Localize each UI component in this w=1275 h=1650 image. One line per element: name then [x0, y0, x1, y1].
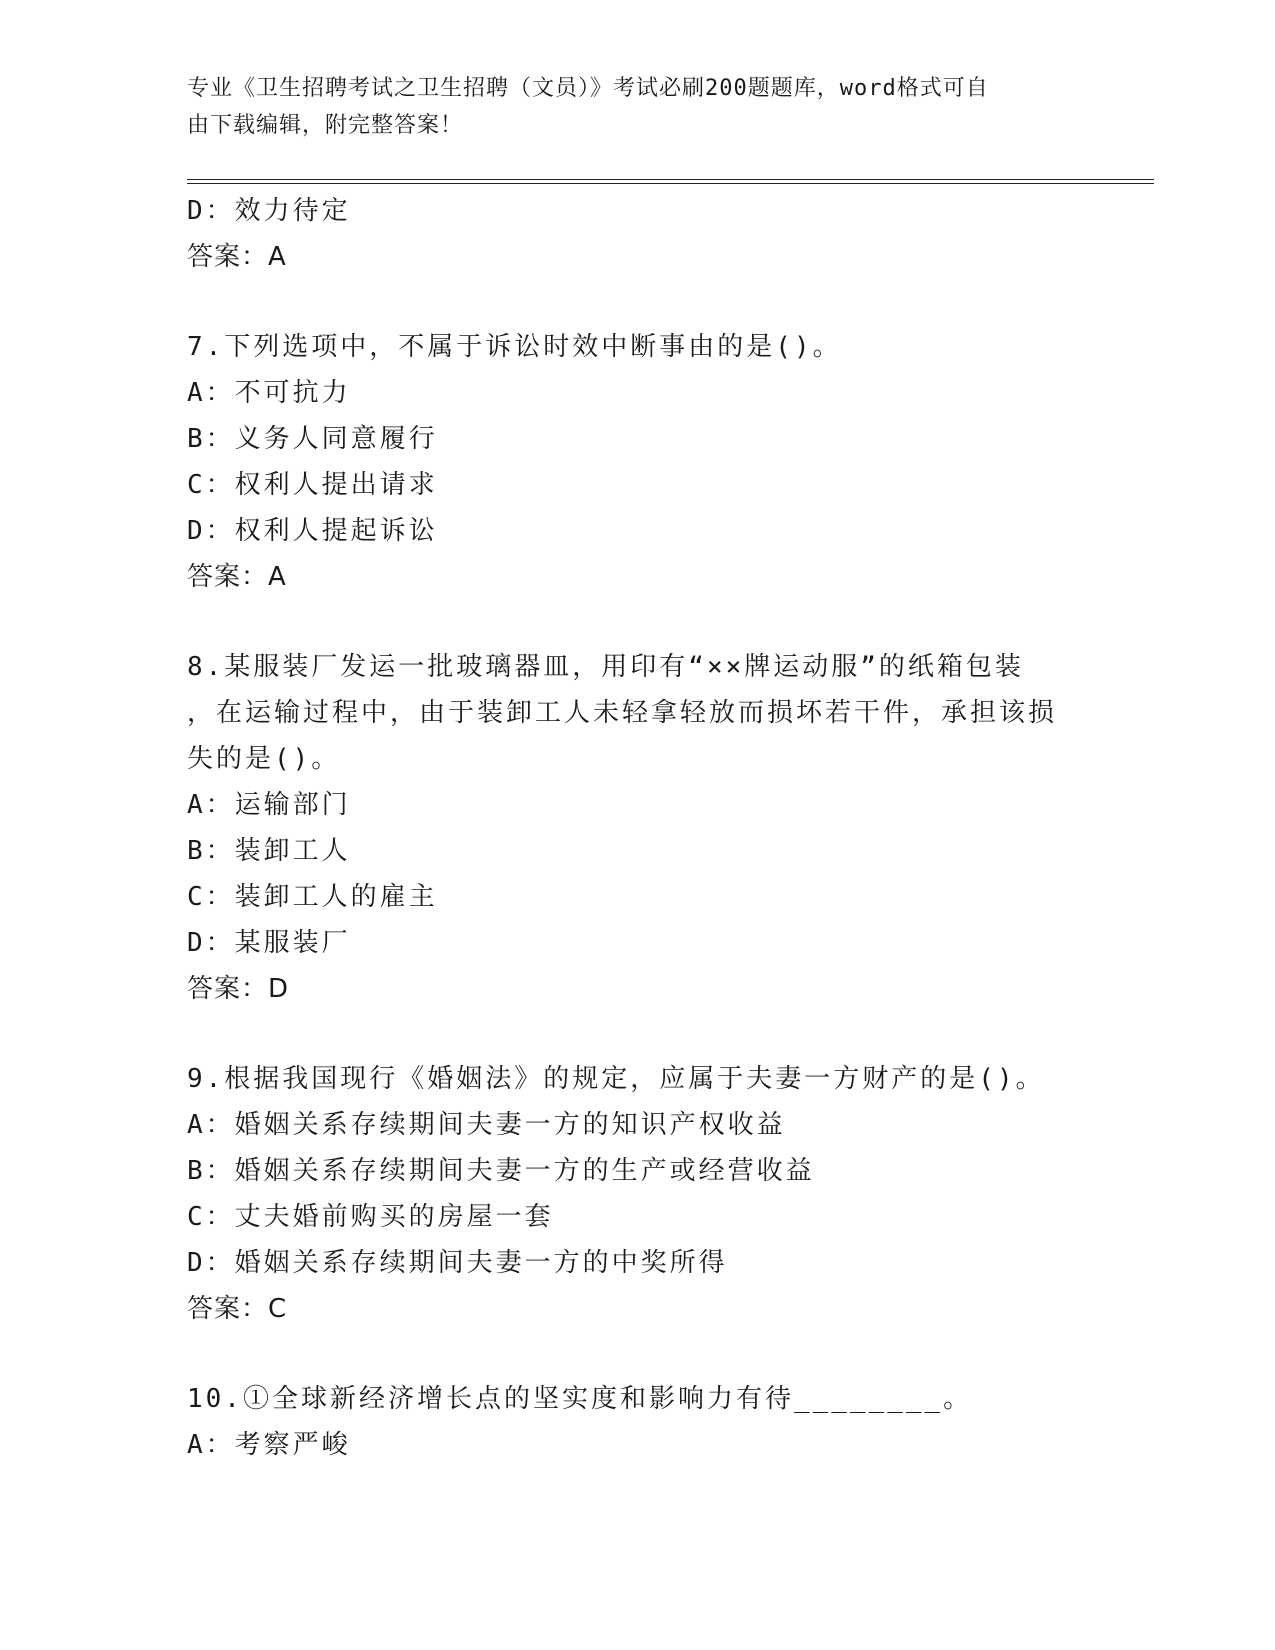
- header-line-1: 专业《卫生招聘考试之卫生招聘（文员）》考试必刷200题题库，word格式可自: [187, 76, 989, 101]
- answer-line: 答案：D: [187, 974, 290, 1004]
- option-a: A：不可抗力: [187, 378, 351, 408]
- question-text-cont: 失的是()。: [187, 744, 341, 774]
- option-d: D：效力待定: [187, 196, 351, 226]
- option-a: A：运输部门: [187, 790, 351, 820]
- question-block: [187, 1056, 1067, 1332]
- header-line-2: 由下载编辑，附完整答案！: [187, 113, 464, 138]
- option-b: B：义务人同意履行: [187, 424, 438, 454]
- header-divider-bottom: [187, 183, 1154, 184]
- question-block: [187, 188, 1067, 280]
- header-divider-top: [187, 179, 1154, 180]
- option-b: B：装卸工人: [187, 836, 351, 866]
- question-block: [187, 1376, 1067, 1468]
- answer-line: 答案：C: [187, 1294, 288, 1324]
- option-a: A：考察严峻: [187, 1430, 351, 1460]
- option-c: C：装卸工人的雇主: [187, 882, 438, 912]
- question-text: 9.根据我国现行《婚姻法》的规定，应属于夫妻一方财产的是()。: [187, 1064, 1045, 1094]
- option-d: D：权利人提起诉讼: [187, 516, 438, 546]
- question-text: 8.某服装厂发运一批玻璃器皿，用印有“××牌运动服”的纸箱包装: [187, 652, 1024, 682]
- option-b: B：婚姻关系存续期间夫妻一方的生产或经营收益: [187, 1156, 815, 1186]
- question-text: 10.①全球新经济增长点的坚实度和影响力有待________。: [187, 1384, 973, 1414]
- option-c: C：权利人提出请求: [187, 470, 438, 500]
- question-block: [187, 644, 1067, 1012]
- answer-line: 答案：A: [187, 242, 287, 272]
- question-text-cont: ，在运输过程中，由于装卸工人未轻拿轻放而损坏若干件，承担该损: [187, 698, 1058, 728]
- question-block: [187, 324, 1067, 600]
- question-list: [187, 188, 1067, 1468]
- question-text: 7.下列选项中，不属于诉讼时效中断事由的是()。: [187, 332, 842, 362]
- option-c: C：丈夫婚前购买的房屋一套: [187, 1202, 554, 1232]
- option-a: A：婚姻关系存续期间夫妻一方的知识产权收益: [187, 1110, 786, 1140]
- option-d: D：某服装厂: [187, 928, 351, 958]
- answer-line: 答案：A: [187, 562, 287, 592]
- document-header: [187, 70, 1067, 144]
- option-d: D：婚姻关系存续期间夫妻一方的中奖所得: [187, 1248, 728, 1278]
